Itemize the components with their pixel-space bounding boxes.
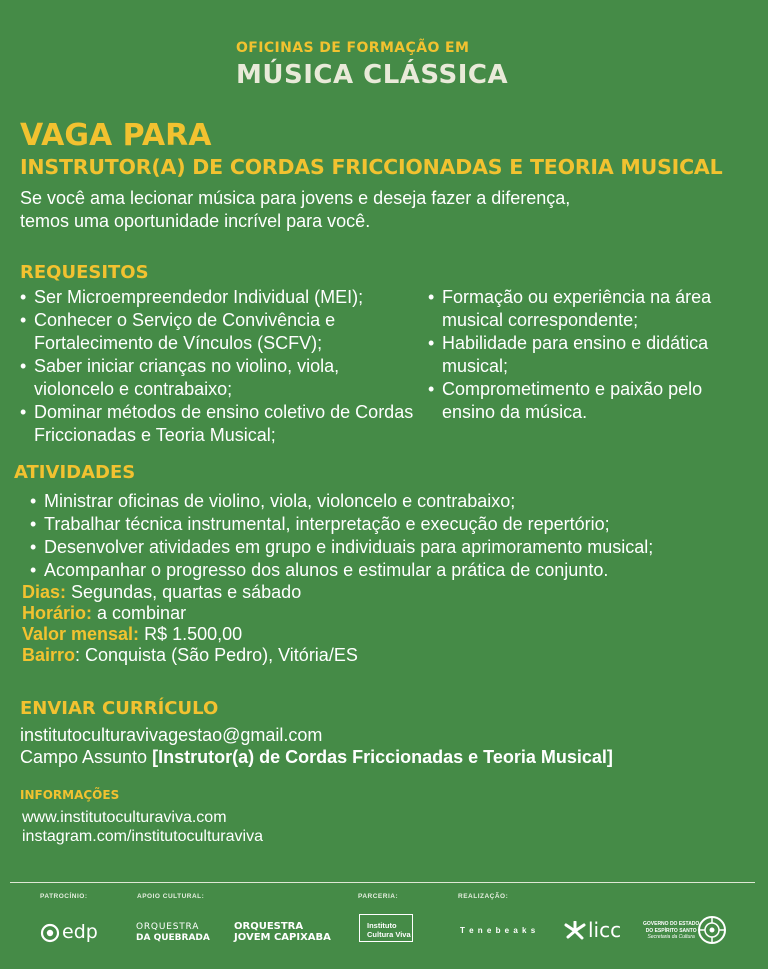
detail-value: R$ 1.500,00 — [144, 624, 243, 644]
requirements-list-right — [428, 286, 758, 424]
logo-line: Cultura Viva — [367, 930, 411, 939]
intro-line: temos uma oportunidade incrível para você. — [20, 211, 371, 231]
job-details — [22, 582, 358, 666]
role-title: INSTRUTOR(A) DE CORDAS FRICCIONADAS E TEORIA MUSICAL — [20, 155, 723, 179]
logo-line: JOVEM CAPIXABA — [234, 932, 331, 943]
licc-logo-text: licc — [588, 918, 622, 942]
apply-info — [20, 724, 613, 768]
governo-es-logo — [643, 921, 699, 941]
detail-time — [22, 603, 358, 624]
intro-text — [20, 187, 740, 233]
detail-value: : Conquista (São Pedro), Vitória/ES — [75, 645, 358, 665]
vacancy-heading: VAGA PARA — [20, 118, 212, 153]
logo-line: Secretaria da Cultura — [647, 934, 695, 940]
licc-leaf-icon — [564, 921, 586, 941]
logo-line: ORQUESTRA — [234, 921, 304, 932]
apply-title: ENVIAR CURRÍCULO — [20, 698, 219, 719]
list-item: • Comprometimento e paixão pelo ensino da música. — [428, 378, 758, 424]
info-links — [22, 808, 263, 846]
series-subtitle: OFICINAS DE FORMAÇÃO EM — [236, 40, 470, 56]
requirements-list-left — [20, 286, 415, 447]
info-title: INFORMAÇÕES — [20, 788, 120, 802]
logo-line: Instituto — [367, 921, 397, 930]
list-item: • Dominar métodos de ensino coletivo de Cordas Friccionadas e Teoria Musical; — [20, 401, 415, 447]
logo-line: GOVERNO DO ESTADO — [643, 921, 700, 927]
subject-line — [20, 746, 613, 768]
support-label: APOIO CULTURAL: — [137, 893, 205, 900]
intro-line: Se você ama lecionar música para jovens e deseja fazer a diferença, — [20, 188, 571, 208]
subject-prefix: Campo Assunto — [20, 747, 148, 767]
tenebeaks-logo: T e n e b e a k s — [460, 926, 537, 935]
series-title: MÚSICA CLÁSSICA — [236, 60, 509, 90]
list-item: • Conhecer o Serviço de Convivência e Fortalecimento de Vínculos (SCFV); — [20, 309, 415, 355]
subject-value: [Instrutor(a) de Cordas Friccionadas e Teoria Musical] — [152, 747, 613, 767]
sponsor-label: PATROCÍNIO: — [40, 893, 88, 900]
edp-swirl-icon — [40, 923, 60, 943]
list-item: • Acompanhar o progresso dos alunos e estimular a prática de conjunto. — [30, 559, 760, 582]
detail-label: Horário: — [22, 603, 93, 623]
detail-label: Bairro — [22, 645, 76, 665]
edp-logo — [40, 921, 100, 945]
logo-line: DA QUEBRADA — [136, 933, 210, 943]
orquestra-quebrada-logo — [136, 922, 210, 944]
licc-logo — [564, 918, 628, 944]
detail-district — [22, 645, 358, 666]
orquestra-capixaba-logo — [234, 921, 331, 943]
detail-value: Segundas, quartas e sábado — [71, 582, 302, 602]
partner-label: PARCERIA: — [358, 893, 399, 900]
detail-label: Valor mensal: — [22, 624, 140, 644]
detail-salary — [22, 624, 358, 645]
list-item: • Ministrar oficinas de violino, viola, violoncelo e contrabaixo; — [30, 490, 760, 513]
activities-list — [30, 490, 760, 582]
email-link[interactable]: institutoculturavivagestao@gmail.com — [20, 725, 323, 745]
detail-label: Dias: — [22, 582, 67, 602]
detail-days — [22, 582, 358, 603]
website-link[interactable]: www.institutoculturaviva.com — [22, 809, 227, 826]
logo-line: ORQUESTRA — [136, 922, 200, 932]
realization-label: REALIZAÇÃO: — [458, 893, 509, 900]
list-item: • Ser Microempreendedor Individual (MEI); — [20, 286, 415, 309]
activities-title: ATIVIDADES — [14, 462, 136, 483]
list-item: • Desenvolver atividades em grupo e individuais para aprimoramento musical; — [30, 536, 760, 559]
list-item: • Trabalhar técnica instrumental, interpretação e execução de repertório; — [30, 513, 760, 536]
list-item: • Saber iniciar crianças no violino, viola, violoncelo e contrabaixo; — [20, 355, 415, 401]
instituto-cultura-viva-logo — [359, 914, 413, 942]
footer-divider — [10, 882, 755, 883]
detail-value: a combinar — [97, 603, 187, 623]
state-coat-of-arms-icon — [696, 914, 728, 946]
list-item: • Habilidade para ensino e didática musical; — [428, 332, 758, 378]
instagram-link[interactable]: instagram.com/institutoculturaviva — [22, 828, 263, 845]
requirements-title: REQUESITOS — [20, 262, 149, 283]
logo-line: DO ESPÍRITO SANTO — [645, 927, 697, 934]
edp-logo-text: edp — [62, 921, 98, 943]
list-item: • Formação ou experiência na área musical correspondente; — [428, 286, 758, 332]
